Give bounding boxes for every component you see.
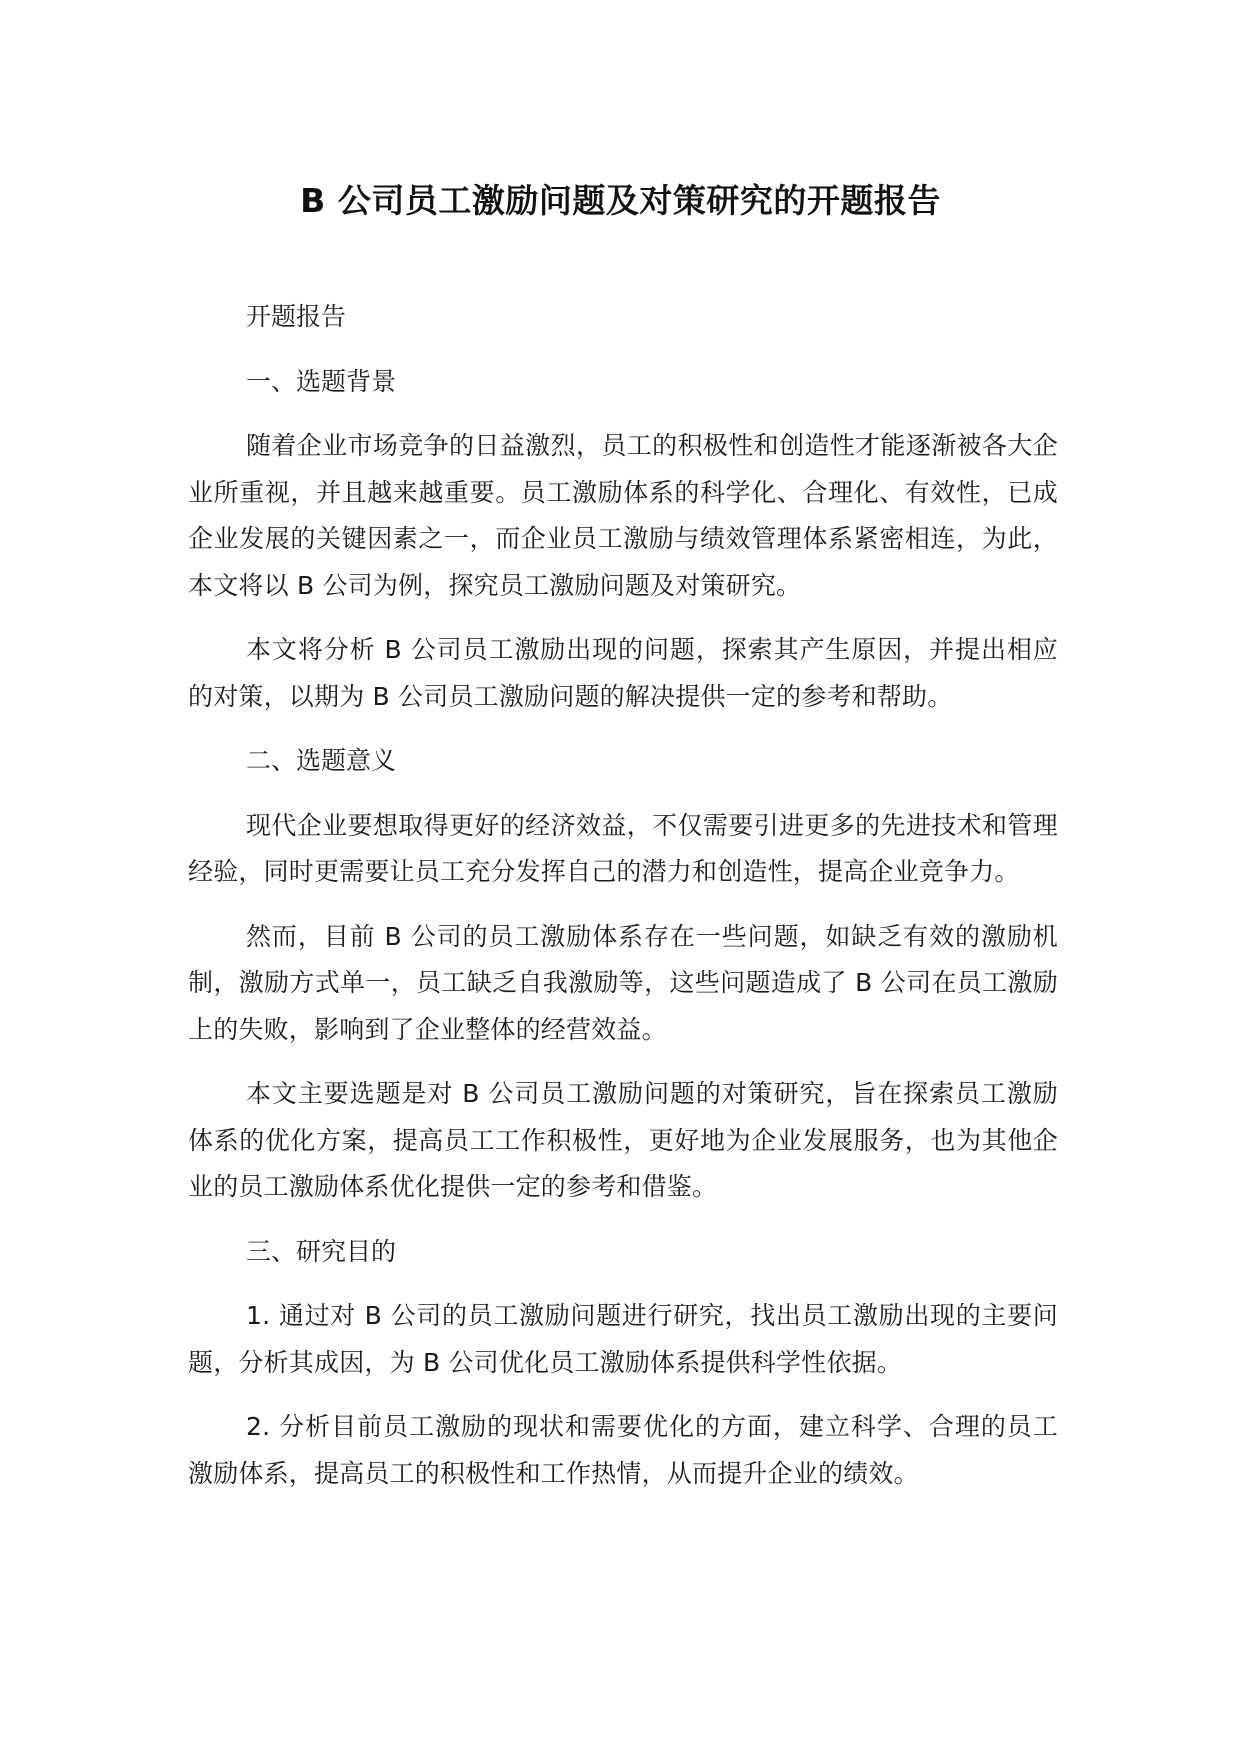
document-title: B 公司员工激励问题及对策研究的开题报告 [300,181,941,220]
document-body [188,294,1058,1515]
section-label: 开题报告 [246,302,347,331]
list-item: 2. 分析目前员工激励的现状和需要优化的方面，建立科学、合理的员工激励体系，提高员工的积极性和工作热情，从而提升企业的绩效。 [188,1412,1058,1488]
section-heading-significance: 二、选题意义 [246,746,397,775]
list-item: 1. 通过对 B 公司的员工激励问题进行研究，找出员工激励出现的主要问题，分析其成因，为 B 公司优化员工激励体系提供科学性依据。 [188,1301,1058,1377]
paragraph: 本文将分析 B 公司员工激励出现的问题，探索其产生原因，并提出相应的对策，以期为 B 公司员工激励问题的解决提供一定的参考和帮助。 [188,635,1058,711]
paragraph: 现代企业要想取得更好的经济效益，不仅需要引进更多的先进技术和管理经验，同时更需要让员工充分发挥自己的潜力和创造性，提高企业竞争力。 [188,810,1058,886]
paragraph: 本文主要选题是对 B 公司员工激励问题的对策研究，旨在探索员工激励体系的优化方案，提高员工工作积极性，更好地为企业发展服务，也为其他企业的员工激励体系优化提供一定的参考和借鉴。 [188,1079,1058,1201]
paragraph: 随着企业市场竞争的日益激烈，员工的积极性和创造性才能逐渐被各大企业所重视，并且越来越重要。员工激励体系的科学化、合理化、有效性，已成企业发展的关键因素之一，而企业员工激励与绩效管理体系紧密相连，为此，本文将以 B 公司为例，探究员工激励问题及对策研究。 [188,431,1058,600]
section-heading-purpose: 三、研究目的 [246,1236,397,1266]
paragraph: 然而，目前 B 公司的员工激励体系存在一些问题，如缺乏有效的激励机制，激励方式单一，员工缺乏自我激励等，这些问题造成了 B 公司在员工激励上的失败，影响到了企业整体的经营效益。 [188,921,1058,1044]
section-heading-background: 一、选题背景 [246,366,397,396]
